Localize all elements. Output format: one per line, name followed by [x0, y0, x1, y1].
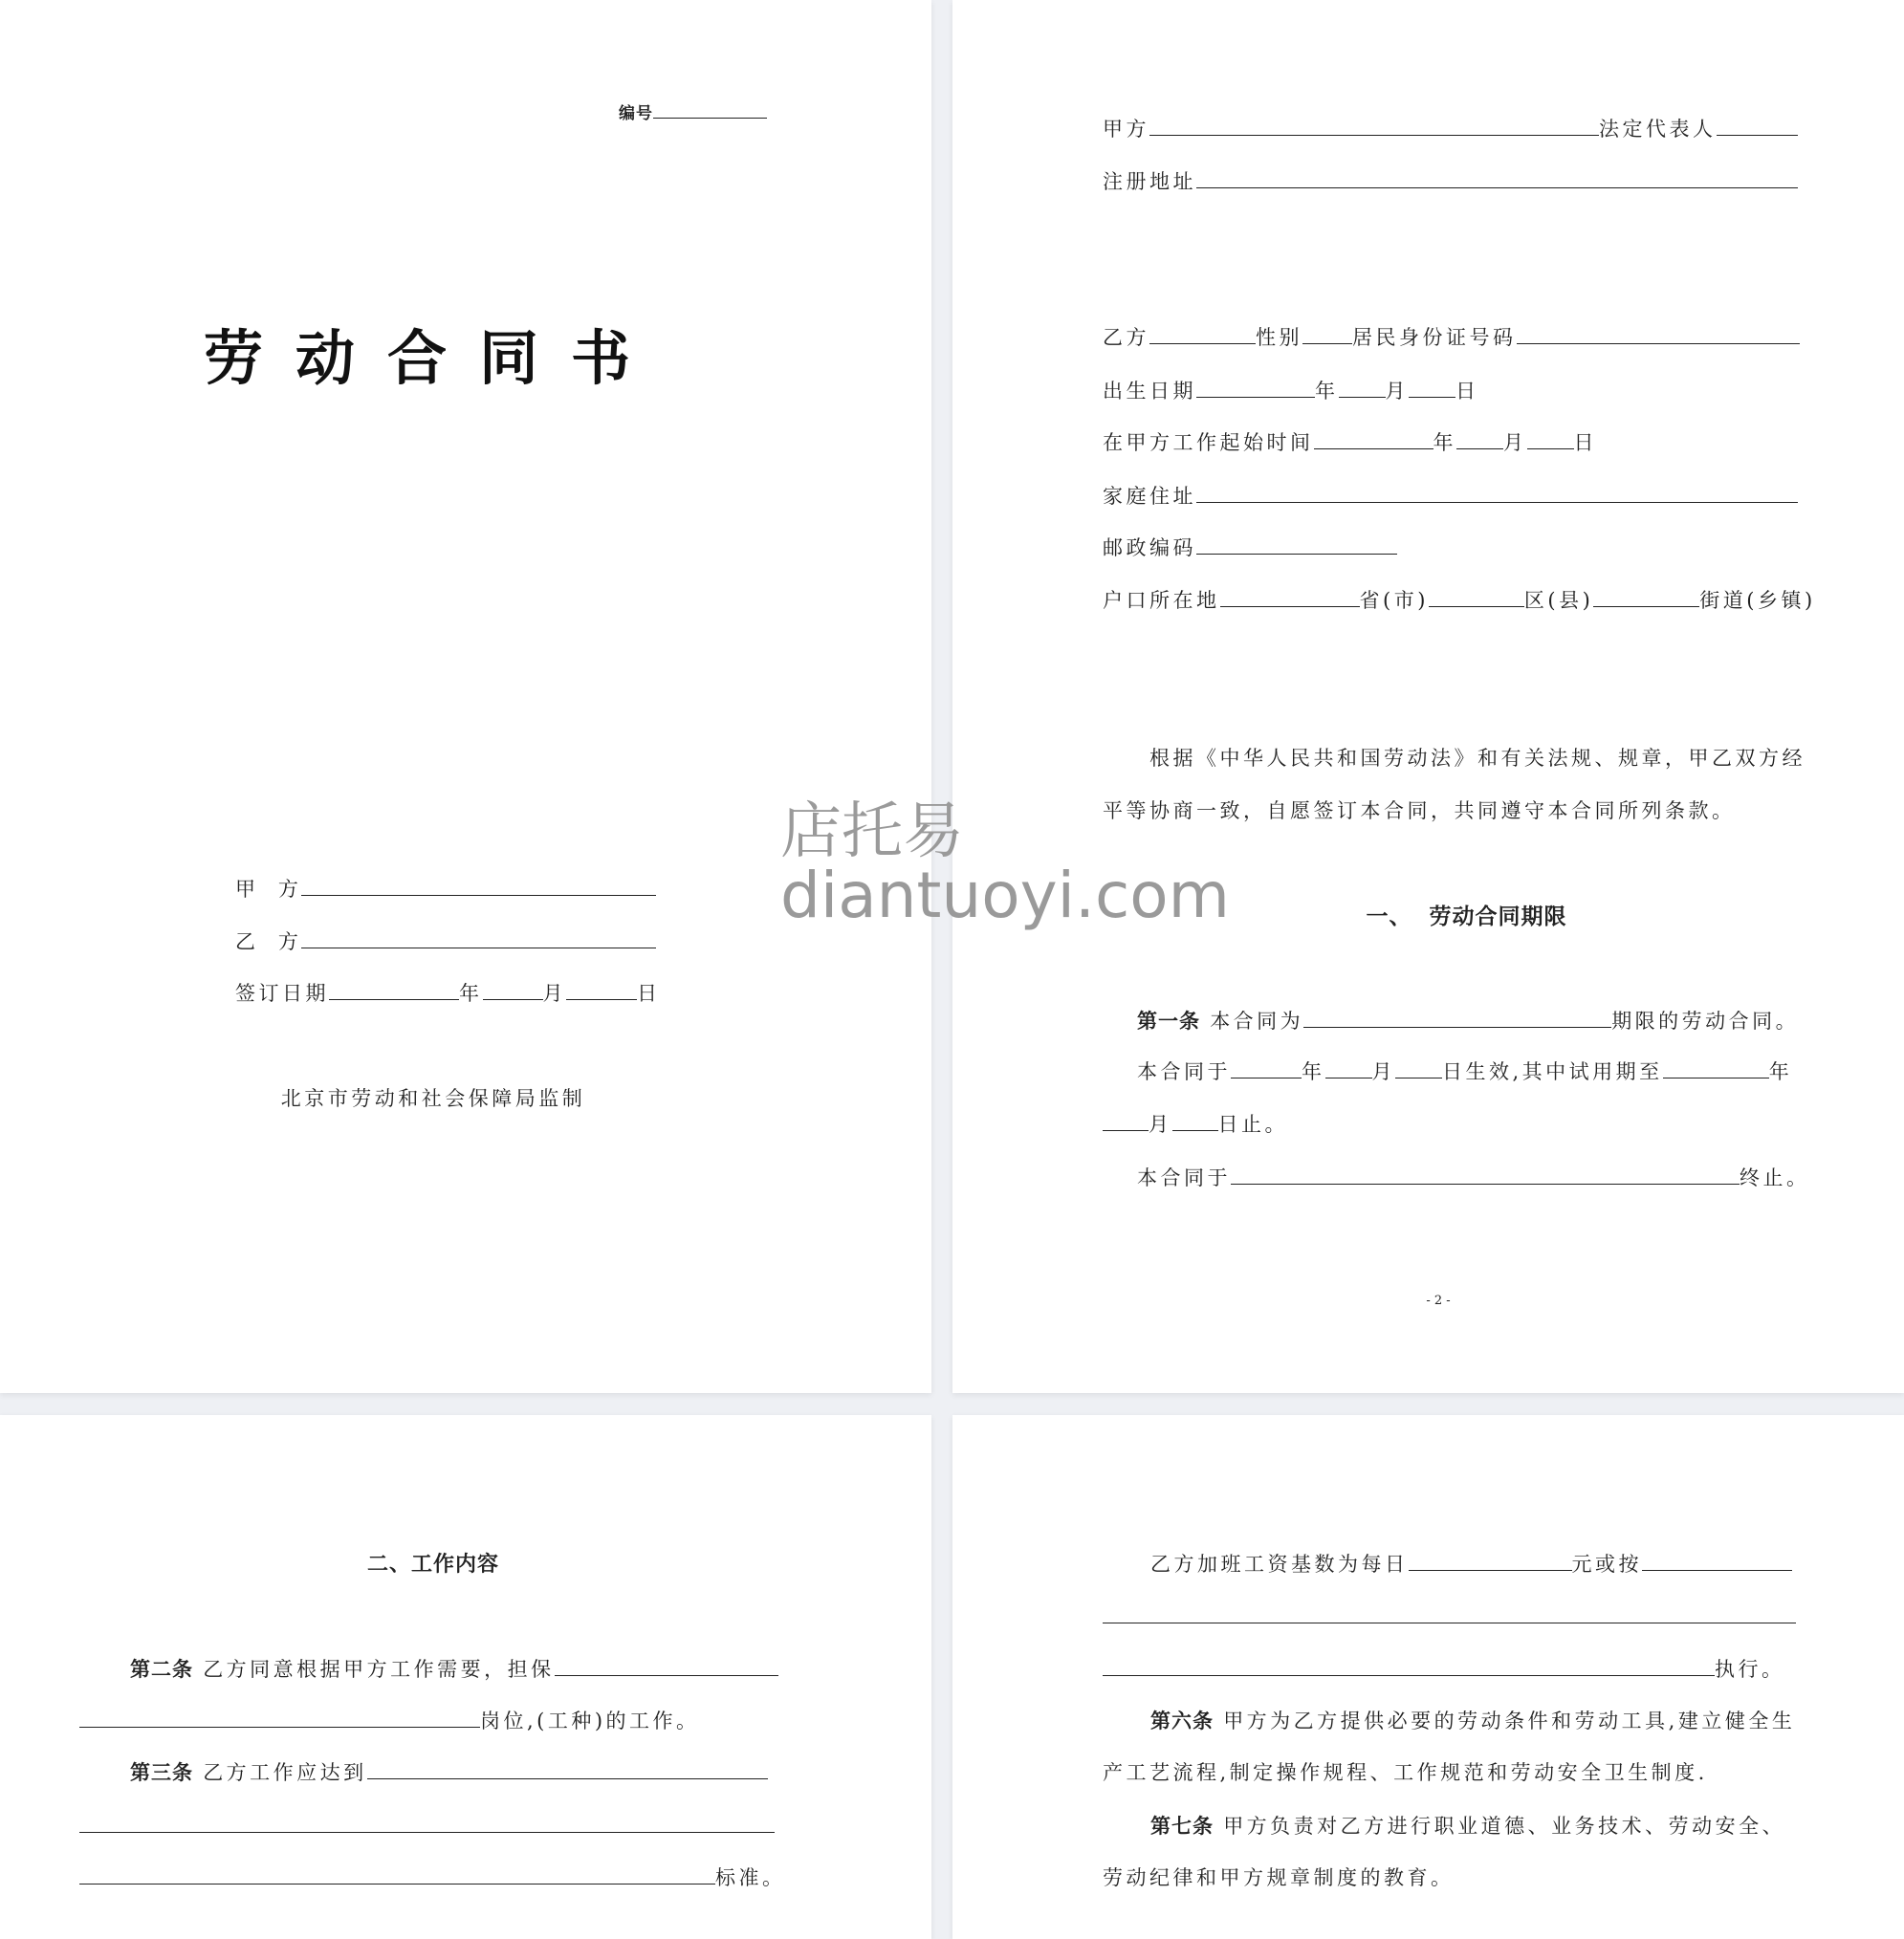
blank — [1409, 1551, 1572, 1571]
article-label: 第三条 — [130, 1761, 193, 1784]
blank — [329, 980, 459, 1000]
blank — [79, 1864, 715, 1885]
label: 街道(乡镇) — [1699, 589, 1816, 612]
blank — [1149, 116, 1599, 136]
blank — [1149, 324, 1256, 344]
blank — [1339, 378, 1386, 398]
blank — [1663, 1058, 1769, 1078]
article-2-line-2 — [79, 1708, 700, 1734]
label: 执行。 — [1715, 1658, 1785, 1681]
label: 签订日期 — [235, 982, 329, 1005]
article-label: 第一条 — [1137, 1010, 1200, 1033]
blank — [1517, 324, 1800, 344]
label: 日 — [1455, 380, 1479, 403]
intro-line-2: 平等协商一致，自愿签订本合同，共同遵守本合同所列条款。 — [1103, 799, 1736, 822]
watermark-cn: 店托易 — [780, 796, 964, 867]
label: 出生日期 — [1103, 380, 1196, 403]
watermark-en: diantuoyi.com — [780, 859, 1230, 932]
blank — [653, 102, 767, 119]
blank — [1642, 1551, 1792, 1571]
blank — [1314, 429, 1433, 449]
blank — [1527, 429, 1574, 449]
article-1-line-1 — [1137, 1008, 1799, 1035]
page-4 — [952, 1415, 1904, 1939]
blank — [566, 980, 637, 1000]
blank — [1395, 1058, 1442, 1078]
label: 年 — [1768, 1060, 1793, 1083]
blank — [1196, 168, 1798, 188]
contract-number-label: 编号 — [619, 104, 653, 123]
label: 甲方负责对乙方进行职业道德、业务技术、劳动安全、 — [1223, 1815, 1786, 1838]
section-2-heading: 二、工作内容 — [366, 1553, 499, 1577]
blank — [1196, 483, 1798, 503]
overtime-line-3 — [1103, 1656, 1785, 1683]
blank — [1196, 534, 1397, 555]
blank — [1103, 1656, 1715, 1676]
blank — [1593, 587, 1699, 607]
article-3-line-2 — [79, 1813, 775, 1840]
label: 乙方 — [1103, 326, 1149, 349]
overtime-line-2 — [1103, 1603, 1796, 1630]
blank — [483, 980, 543, 1000]
label: 年 — [1315, 380, 1339, 403]
label: 日 — [1573, 431, 1597, 454]
supervisor-text: 北京市劳动和社会保障局监制 — [280, 1087, 586, 1110]
label: 居民身份证号码 — [1352, 326, 1517, 349]
label: 日生效,其中试用期至 — [1442, 1060, 1663, 1083]
page-3 — [0, 1415, 931, 1939]
article-label: 第六条 — [1150, 1710, 1214, 1732]
blank — [1103, 1111, 1149, 1131]
label: 月 — [1503, 431, 1527, 454]
start-date-line — [1103, 429, 1597, 456]
label: 年 — [1302, 1060, 1325, 1083]
home-address-line — [1103, 483, 1798, 510]
blank — [367, 1759, 768, 1779]
article-1-line-3 — [1103, 1111, 1288, 1138]
blank — [1231, 1058, 1302, 1078]
label: 月 — [1371, 1060, 1395, 1083]
blank — [79, 1813, 775, 1833]
label: 年 — [1433, 431, 1456, 454]
blank — [1231, 1165, 1740, 1185]
label: 乙 方 — [235, 930, 302, 953]
label: 本合同于 — [1137, 1166, 1231, 1189]
blank — [301, 876, 656, 896]
blank — [1717, 116, 1798, 136]
label: 乙方同意根据甲方工作需要，担保 — [203, 1658, 555, 1681]
label: 岗位,(工种)的工作。 — [480, 1710, 700, 1732]
article-2-line-1 — [130, 1656, 778, 1683]
label: 本合同为 — [1210, 1010, 1304, 1033]
article-label: 第二条 — [130, 1658, 193, 1681]
label: 日 — [637, 982, 661, 1005]
page-number: - 2 - — [1426, 1294, 1451, 1308]
label: 甲方为乙方提供必要的劳动条件和劳动工具,建立健全生 — [1223, 1710, 1796, 1732]
household-line — [1103, 587, 1816, 614]
article-7-line-1 — [1150, 1813, 1785, 1840]
registered-address-line — [1103, 168, 1798, 195]
label: 本合同于 — [1137, 1060, 1231, 1083]
label: 注册地址 — [1103, 170, 1196, 193]
sign-date-field — [235, 980, 661, 1007]
party-b-line — [1103, 324, 1800, 351]
blank — [1409, 378, 1455, 398]
party-a-line — [1103, 116, 1798, 142]
birth-date-line — [1103, 378, 1479, 404]
label: 月 — [1149, 1113, 1172, 1136]
article-3-line-3 — [79, 1864, 786, 1891]
label: 区(县) — [1523, 589, 1594, 612]
label: 家庭住址 — [1103, 485, 1196, 508]
blank — [1172, 1111, 1218, 1131]
article-6-line-1 — [1150, 1708, 1795, 1734]
contract-number-field — [619, 100, 767, 127]
page-2 — [952, 0, 1904, 1393]
label: 标准。 — [715, 1866, 786, 1889]
article-6-line-2: 产工艺流程,制定操作规程、工作规范和劳动安全卫生制度. — [1103, 1761, 1708, 1784]
label: 户口所在地 — [1103, 589, 1220, 612]
document-title: 劳动合同书 — [203, 323, 663, 393]
label: 法定代表人 — [1599, 118, 1717, 141]
label: 省(市) — [1359, 589, 1429, 612]
label: 乙方加班工资基数为每日 — [1150, 1553, 1409, 1576]
label: 期限的劳动合同。 — [1611, 1010, 1800, 1033]
blank — [79, 1708, 480, 1728]
article-7-line-2: 劳动纪律和甲方规章制度的教育。 — [1103, 1866, 1455, 1889]
label: 邮政编码 — [1103, 536, 1196, 559]
article-3-line-1 — [130, 1759, 768, 1786]
blank — [1220, 587, 1360, 607]
article-1-line-4 — [1137, 1165, 1810, 1191]
blank — [1325, 1058, 1372, 1078]
blank — [1429, 587, 1524, 607]
blank — [1303, 1008, 1611, 1028]
overtime-line-1 — [1150, 1551, 1792, 1578]
blank — [1196, 378, 1315, 398]
blank — [301, 928, 656, 948]
party-a-field — [235, 876, 656, 903]
label: 甲 方 — [235, 878, 302, 901]
article-1-line-2 — [1137, 1058, 1792, 1085]
label: 月 — [542, 982, 566, 1005]
label: 乙方工作应达到 — [203, 1761, 367, 1784]
article-label: 第七条 — [1150, 1815, 1214, 1838]
postal-code-line — [1103, 534, 1397, 561]
label: 在甲方工作起始时间 — [1103, 431, 1314, 454]
blank — [1456, 429, 1503, 449]
blank — [555, 1656, 778, 1676]
label: 元或按 — [1571, 1553, 1642, 1576]
intro-line-1: 根据《中华人民共和国劳动法》和有关法规、规章，甲乙双方经 — [1149, 747, 1806, 770]
cover-page — [0, 0, 931, 1393]
label: 月 — [1385, 380, 1409, 403]
label: 性别 — [1256, 326, 1302, 349]
section-1-heading: 一、 劳动合同期限 — [1366, 904, 1567, 929]
label: 日止。 — [1217, 1113, 1288, 1136]
blank — [1103, 1603, 1796, 1623]
label: 甲方 — [1103, 118, 1149, 141]
label: 终止。 — [1740, 1166, 1810, 1189]
blank — [1302, 324, 1352, 344]
label: 年 — [459, 982, 483, 1005]
party-b-field — [235, 928, 656, 955]
